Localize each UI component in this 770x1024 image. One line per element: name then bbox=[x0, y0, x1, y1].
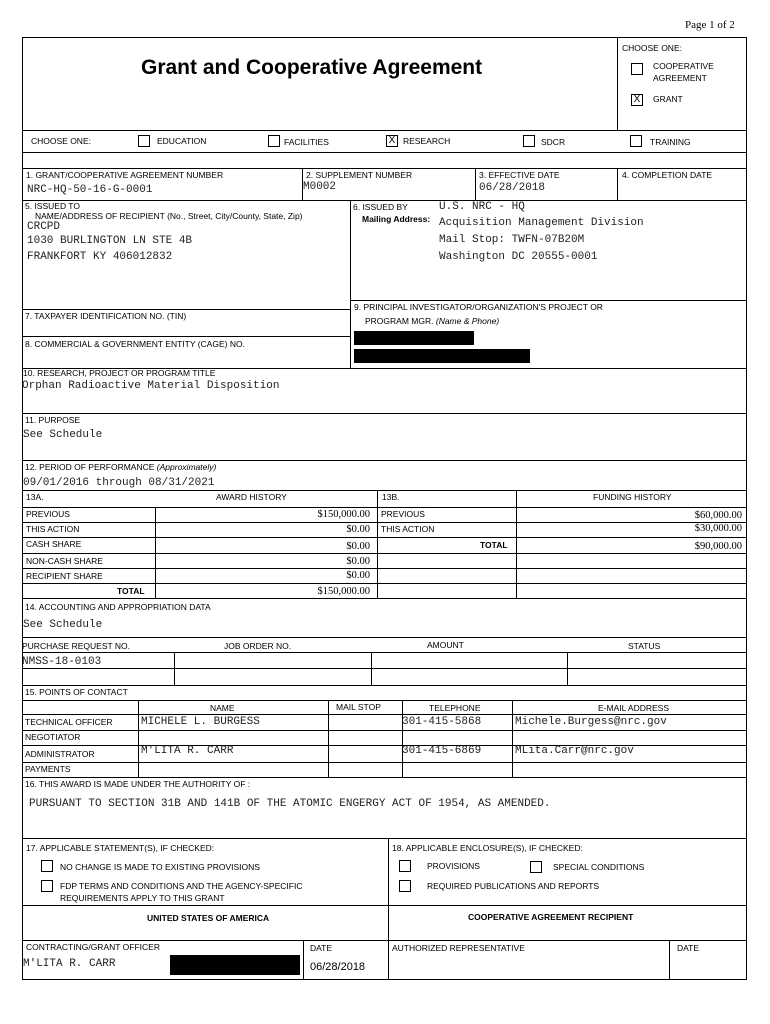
field10-label: 10. RESEARCH, PROJECT OR PROGRAM TITLE bbox=[23, 368, 216, 378]
provisions-label: PROVISIONS bbox=[427, 861, 480, 871]
award-row-amount: $0.00 bbox=[346, 556, 370, 567]
training-label: TRAINING bbox=[650, 137, 691, 147]
sdcr-label: SDCR bbox=[541, 137, 566, 147]
recipient-street: 1030 BURLINGTON LN STE 4B bbox=[27, 235, 193, 247]
officer-name: M'LITA R. CARR bbox=[23, 958, 116, 970]
col-email: E-MAIL ADDRESS bbox=[598, 703, 670, 713]
field11-label: 11. PURPOSE bbox=[25, 415, 81, 425]
field1-label: 1. GRANT/COOPERATIVE AGREEMENT NUMBER bbox=[26, 170, 224, 180]
field3-label: 3. EFFECTIVE DATE bbox=[479, 170, 560, 180]
field4-label: 4. COMPLETION DATE bbox=[622, 170, 713, 180]
cooperative-label: COOPERATIVE bbox=[653, 61, 714, 71]
award-row-label: THIS ACTION bbox=[26, 524, 80, 534]
col-name: NAME bbox=[210, 703, 235, 713]
authority-value: PURSUANT TO SECTION 31B AND 141B OF THE ATOMIC ENGERGY ACT OF 1954, AS AMENDED. bbox=[29, 798, 551, 810]
award-history-num: 13A. bbox=[26, 492, 44, 502]
research-label: RESEARCH bbox=[403, 136, 451, 146]
field9-sublabel-text: PROGRAM MGR. bbox=[365, 316, 434, 326]
funding-row-amount: $60,000.00 bbox=[694, 510, 742, 521]
field5-sublabel: NAME/ADDRESS OF RECIPIENT (No., Street, City/County, State, Zip) bbox=[35, 211, 303, 221]
supplement-number: M0002 bbox=[303, 181, 337, 193]
issuer-line1: U.S. NRC - HQ bbox=[439, 201, 525, 213]
grant-checkbox[interactable]: X bbox=[631, 94, 643, 106]
recipient-label: COOPERATIVE AGREEMENT RECIPIENT bbox=[468, 912, 634, 922]
field9-sublabel bbox=[365, 317, 499, 327]
authorized-rep-label: AUTHORIZED REPRESENTATIVE bbox=[392, 943, 525, 953]
field17-label: 17. APPLICABLE STATEMENT(S), IF CHECKED: bbox=[26, 843, 215, 853]
page-number: Page 1 of 2 bbox=[685, 19, 735, 31]
field14-label: 14. ACCOUNTING AND APPROPRIATION DATA bbox=[25, 602, 211, 612]
field2-label: 2. SUPPLEMENT NUMBER bbox=[306, 170, 413, 180]
field18-label: 18. APPLICABLE ENCLOSURE(S), IF CHECKED: bbox=[392, 843, 583, 853]
research-checkbox[interactable]: X bbox=[386, 135, 398, 147]
field8-label: 8. COMMERCIAL & GOVERNMENT ENTITY (CAGE) NO. bbox=[25, 339, 245, 349]
mailing-address-label: Mailing Address: bbox=[362, 214, 431, 224]
contact-email[interactable]: MLita.Carr@nrc.gov bbox=[515, 745, 634, 757]
col-amount: AMOUNT bbox=[427, 640, 464, 650]
award-row-label: NON-CASH SHARE bbox=[26, 556, 103, 566]
award-row-amount: $0.00 bbox=[346, 541, 370, 552]
special-conditions-label: SPECIAL CONDITIONS bbox=[553, 862, 645, 872]
period-of-performance: 09/01/2016 through 08/31/2021 bbox=[23, 477, 215, 489]
funding-history-header: FUNDING HISTORY bbox=[593, 492, 672, 502]
facilities-checkbox[interactable] bbox=[268, 135, 280, 147]
training-checkbox[interactable] bbox=[630, 135, 642, 147]
field15-label: 15. POINTS OF CONTACT bbox=[25, 687, 128, 697]
sdcr-checkbox[interactable] bbox=[523, 135, 535, 147]
redacted-pi-phone bbox=[354, 349, 530, 363]
form-title: Grant and Cooperative Agreement bbox=[141, 56, 483, 79]
award-row-amount: $0.00 bbox=[346, 524, 370, 535]
field9-label: 9. PRINCIPAL INVESTIGATOR/ORGANIZATION'S PROJECT OR bbox=[354, 302, 603, 312]
usa-label: UNITED STATES OF AMERICA bbox=[147, 913, 270, 923]
contact-phone: 301-415-6869 bbox=[402, 745, 482, 757]
contact-name: M'LITA R. CARR bbox=[141, 745, 234, 757]
choose-one-row-label: CHOOSE ONE: bbox=[31, 136, 91, 146]
required-publications-label: REQUIRED PUBLICATIONS AND REPORTS bbox=[427, 881, 600, 891]
funding-total-label: TOTAL bbox=[480, 540, 508, 550]
cooperative-agreement-checkbox[interactable] bbox=[631, 63, 643, 75]
issuer-line3: Mail Stop: TWFN-07B20M bbox=[439, 234, 585, 246]
contact-role: TECHNICAL OFFICER bbox=[25, 717, 113, 727]
grant-label: GRANT bbox=[653, 94, 683, 104]
accounting-value: See Schedule bbox=[23, 619, 103, 631]
contact-role: NEGOTIATOR bbox=[25, 732, 81, 742]
fdp-terms-label: FDP TERMS AND CONDITIONS AND THE AGENCY-SPECIFIC bbox=[60, 881, 303, 891]
award-row-label: PREVIOUS bbox=[26, 509, 70, 519]
officer-label: CONTRACTING/GRANT OFFICER bbox=[26, 942, 160, 952]
award-row-amount: $0.00 bbox=[346, 570, 370, 581]
choose-one-label: CHOOSE ONE: bbox=[622, 43, 682, 53]
field12-label bbox=[25, 463, 216, 473]
field9-sublabel-italic: (Name & Phone) bbox=[435, 316, 500, 326]
award-row-amount: $150,000.00 bbox=[317, 509, 370, 520]
contact-email[interactable]: Michele.Burgess@nrc.gov bbox=[515, 716, 667, 728]
education-checkbox[interactable] bbox=[138, 135, 150, 147]
field12-label-italic: (Approximately) bbox=[156, 462, 217, 472]
col-status: STATUS bbox=[628, 641, 661, 651]
program-title: Orphan Radioactive Material Disposition bbox=[22, 380, 280, 392]
field12-label-text: 12. PERIOD OF PERFORMANCE bbox=[25, 462, 155, 472]
provisions-checkbox[interactable] bbox=[399, 860, 411, 872]
field7-label: 7. TAXPAYER IDENTIFICATION NO. (TIN) bbox=[25, 311, 187, 321]
funding-row-label: THIS ACTION bbox=[381, 524, 435, 534]
award-total-label: TOTAL bbox=[117, 586, 145, 596]
agreement-label: AGREEMENT bbox=[653, 73, 707, 83]
col-telephone: TELEPHONE bbox=[429, 703, 481, 713]
purchase-request-number: NMSS-18-0103 bbox=[22, 656, 102, 668]
award-history-header: AWARD HISTORY bbox=[216, 492, 287, 502]
field6-label: 6. ISSUED BY bbox=[353, 202, 408, 212]
funding-total-amount: $90,000.00 bbox=[694, 541, 742, 552]
funding-row-amount: $30,000.00 bbox=[694, 523, 742, 534]
rep-date-label: DATE bbox=[677, 943, 700, 953]
issuer-line4: Washington DC 20555-0001 bbox=[439, 251, 598, 263]
no-change-label: NO CHANGE IS MADE TO EXISTING PROVISIONS bbox=[60, 862, 260, 872]
recipient-city: FRANKFORT KY 406012832 bbox=[27, 251, 173, 263]
redacted-signature bbox=[170, 955, 300, 975]
signature-date: 06/28/2018 bbox=[310, 961, 366, 973]
date-label: DATE bbox=[310, 943, 333, 953]
col-job-order: JOB ORDER NO. bbox=[224, 641, 292, 651]
field5-label: 5. ISSUED TO bbox=[25, 201, 80, 211]
fdp-terms-label-2: REQUIREMENTS APPLY TO THIS GRANT bbox=[60, 893, 225, 903]
no-change-checkbox[interactable] bbox=[41, 860, 53, 872]
effective-date: 06/28/2018 bbox=[479, 182, 546, 194]
education-label: EDUCATION bbox=[157, 136, 207, 146]
agreement-number: NRC-HQ-50-16-G-0001 bbox=[27, 184, 153, 196]
purpose-value: See Schedule bbox=[23, 429, 103, 441]
fdp-terms-checkbox[interactable] bbox=[41, 880, 53, 892]
award-row-label: CASH SHARE bbox=[26, 539, 82, 549]
award-total-amount: $150,000.00 bbox=[317, 586, 370, 597]
facilities-label: FACILITIES bbox=[284, 137, 329, 147]
col-mailstop: MAIL STOP bbox=[336, 702, 381, 712]
required-publications-checkbox[interactable] bbox=[399, 880, 411, 892]
contact-role: ADMINISTRATOR bbox=[25, 749, 95, 759]
special-conditions-checkbox[interactable] bbox=[530, 861, 542, 873]
contact-name: MICHELE L. BURGESS bbox=[141, 716, 260, 728]
contact-phone: 301-415-5868 bbox=[402, 716, 482, 728]
recipient-name: CRCPD bbox=[27, 221, 61, 233]
funding-row-label: PREVIOUS bbox=[381, 509, 425, 519]
col-purchase-request: PURCHASE REQUEST NO. bbox=[22, 641, 131, 651]
redacted-pi-name bbox=[354, 331, 474, 345]
field16-label: 16. THIS AWARD IS MADE UNDER THE AUTHORITY OF : bbox=[25, 779, 251, 789]
award-row-label: RECIPIENT SHARE bbox=[26, 571, 103, 581]
contact-role: PAYMENTS bbox=[25, 764, 71, 774]
funding-history-num: 13B. bbox=[382, 492, 400, 502]
issuer-line2: Acquisition Management Division bbox=[439, 217, 644, 229]
